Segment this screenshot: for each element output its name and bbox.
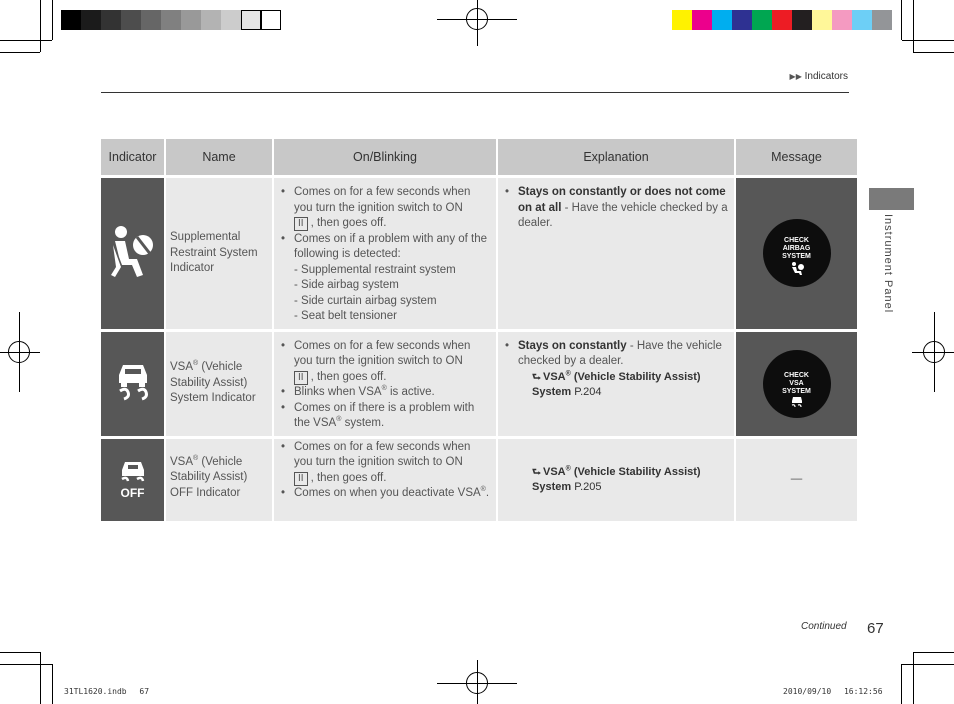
crop-mark [52,664,53,704]
page-number: 67 [867,620,884,637]
list-subitem: - Seat belt tensioner [294,310,397,322]
list-subitem: - Side curtain airbag system [294,294,437,307]
vsa-off-icon [118,460,148,482]
reference-arrow-icon: ⮑ [532,467,541,478]
airbag-small-icon [789,261,805,275]
ignition-key-badge: II [294,472,308,486]
crop-mark [52,0,53,40]
crop-mark [901,0,902,40]
print-file-info: 31TL1620.indb 67 [64,687,150,696]
crop-mark [902,40,954,41]
gray-swatch [141,10,161,30]
page-reference: ⮑ VSA® (Vehicle Stability Assist) System P.205 [532,465,701,493]
ignition-key-badge: II [294,371,308,385]
list-item: • Comes on for a few seconds when you turn the ignition switch to ON II , then goes off. [294,339,492,386]
crop-mark [0,40,52,41]
col-header-explanation: Explanation [498,139,734,175]
gray-swatch [161,10,181,30]
crop-mark [902,664,954,665]
indicator-cell [101,332,164,436]
list-item: • Blinks when VSA® is active. [294,385,492,401]
list-subitem: - Side airbag system [294,279,399,291]
crop-mark [913,0,914,52]
registration-circle [8,341,30,363]
breadcrumb-label: Indicators [804,71,848,82]
name-cell: VSA® (Vehicle Stability Assist) OFF Indicator [166,439,272,521]
explanation-cell [498,332,734,436]
list-subitem: - Supplemental restraint system [294,263,456,276]
indicator-cell [101,439,164,521]
continued-label: Continued [801,621,847,632]
gray-swatch [201,10,221,30]
list-item: • Comes on for a few seconds when you turn the ignition switch to ON II , then goes off. [294,440,492,487]
vsa-skid-icon [116,361,150,401]
indicators-table [99,139,859,521]
registration-circle [923,341,945,363]
color-swatch [772,10,792,30]
indicator-cell [101,178,164,329]
on-blinking-cell [274,332,496,436]
breadcrumb-arrows-icon: ▶▶ [789,72,802,81]
color-swatch [752,10,772,30]
message-cell [736,332,857,436]
message-cell: — [736,439,857,521]
color-swatch [832,10,852,30]
header-rule [101,92,849,93]
table-header-row [101,139,857,175]
color-swatch [872,10,892,30]
page-reference: ⮑ VSA® (Vehicle Stability Assist) System P.204 [532,369,701,398]
color-swatch [732,10,752,30]
section-tab [869,188,914,210]
breadcrumb [790,71,848,82]
gray-swatch [121,10,141,30]
list-item: • Stays on constantly or does not come on at all - Have the vehicle checked by a dealer. [518,185,730,232]
list-item: • Comes on when you deactivate VSA®. [294,486,492,502]
name-cell: Supplemental Restraint System Indicator [166,178,272,329]
explanation-cell [498,178,734,329]
crop-mark [40,0,41,52]
table-row [101,332,857,436]
check-vsa-message: CHECK VSA SYSTEM [763,350,831,418]
airbag-icon [107,223,159,279]
crop-mark [901,664,902,704]
section-tab-label: Instrument Panel [882,214,894,314]
list-item: • Comes on if a problem with any of the following is detected: [294,232,492,263]
print-timestamp: 2010/09/10 16:12:56 [783,687,883,696]
color-swatch [692,10,712,30]
gray-swatch [221,10,241,30]
crop-mark [913,652,954,653]
check-airbag-message: CHECK AIRBAG SYSTEM [763,219,831,287]
on-blinking-cell [274,178,496,329]
table-row [101,439,857,521]
gray-swatch [241,10,261,30]
off-label: OFF [120,486,145,501]
list-item: • Comes on if there is a problem with the VSA® system. [294,401,492,432]
message-cell [736,178,857,329]
list-item: • Comes on for a few seconds when you turn the ignition switch to ON II , then goes off. [294,185,492,232]
registration-circle [466,8,488,30]
col-header-message: Message [736,139,857,175]
crop-mark [0,652,40,653]
crop-mark [913,652,914,704]
crop-mark [40,652,41,704]
crop-mark [0,52,40,53]
list-item: • Stays on constantly - Have the vehicle checked by a dealer. [518,339,730,370]
ignition-key-badge: II [294,217,308,231]
col-header-on-blinking: On/Blinking [274,139,496,175]
crop-mark [913,52,954,53]
color-swatch [852,10,872,30]
explanation-cell [498,439,734,521]
color-swatch [712,10,732,30]
reference-arrow-icon: ⮑ [532,371,541,383]
on-blinking-cell [274,439,496,521]
table-row [101,178,857,329]
gray-swatch [101,10,121,30]
color-swatch [812,10,832,30]
registration-circle [466,672,488,694]
gray-swatch [81,10,101,30]
color-swatch [672,10,692,30]
crop-mark [0,664,52,665]
color-swatch [792,10,812,30]
vsa-small-icon [791,396,803,408]
name-cell: VSA® (Vehicle Stability Assist) System Indicator [166,332,272,436]
gray-swatch [181,10,201,30]
col-header-name: Name [166,139,272,175]
gray-swatch [261,10,281,30]
gray-swatch [61,10,81,30]
col-header-indicator: Indicator [101,139,164,175]
